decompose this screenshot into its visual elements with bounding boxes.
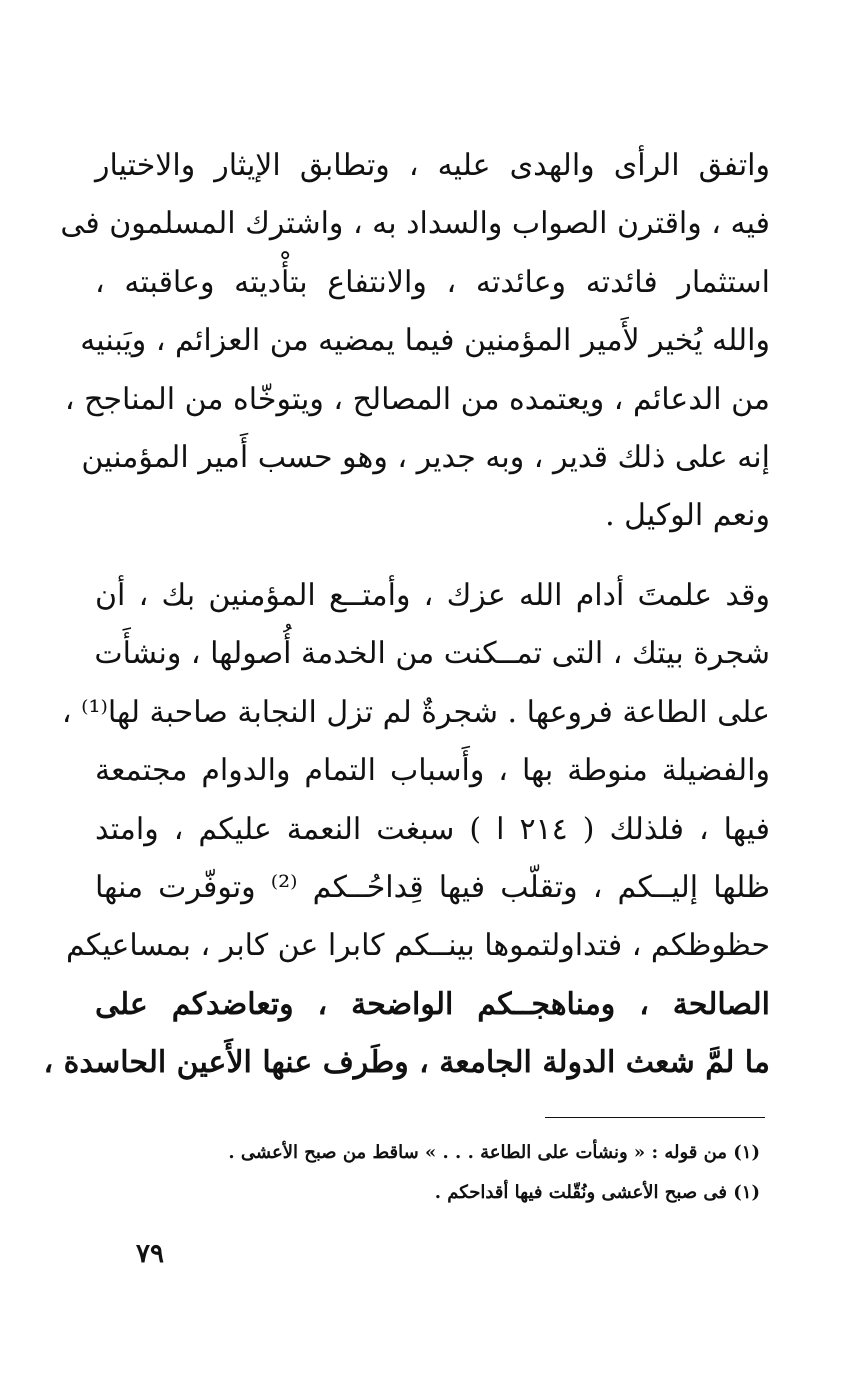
text-line: ونعم الوكيل . [605,498,770,534]
footnote-divider [545,1117,765,1118]
footnote-2: (١) فى صبح الأعشى ونُقّلت فيها أقداحكم . [434,1182,760,1203]
text-line: على الطاعة فروعها . شجرةٌ لم تزل النجابة صاحبة لها⁽¹⁾ ، [61,694,770,730]
text-line: الصالحة ، ومناهجــكم الواضحة ، وتعاضدكم على [95,986,770,1022]
text-line: شجرة بيتك ، التى تمــكنت من الخدمة أُصولها ، ونشأَت [94,636,770,672]
text-line: حظوظكم ، فتداولتموها بينــكم كابرا عن كابر ، بمساعيكم [65,928,770,964]
paragraph-2 [43,567,770,1093]
paragraph-1 [60,137,770,546]
text-line: فيها ، فلذلك ( ٢١٤ ا ) سبغت النعمة عليكم ، وامتد [95,811,770,847]
page-number: ٧٩ [136,1239,164,1269]
text-line: وقد علمتَ أدام الله عزك ، وأمتــع المؤمنين بك ، أن [95,578,770,613]
text-line: ظلها إليــكم ، وتقلّب فيها قِداحُــكم ⁽²⁾ وتوفّرت منها [95,869,770,905]
text-line: ما لمَّ شعث الدولة الجامعة ، وطَرف عنها الأَعين الحاسدة ، [43,1045,770,1081]
footnote-1: (١) من قوله : « ونشأت على الطاعة . . . » ساقط من صبح الأعشى . [228,1142,760,1163]
text-line: استثمار فائدته وعائدته ، والانتفاع بتأْديته وعاقبته ، [95,264,770,300]
text-line: من الدعائم ، ويعتمده من المصالح ، ويتوخّاه من المناجح ، [64,381,770,417]
text-line: والله يُخير لأَمير المؤمنين فيما يمضيه من العزائم ، ويَبنيه [80,323,770,359]
text-line: إنه على ذلك قدير ، وبه جدير ، وهو حسب أَمير المؤمنين [81,439,770,475]
footnotes [120,1133,760,1213]
text-line: والفضيلة منوطة بها ، وأَسباب التمام والدوام مجتمعة [95,753,770,789]
text-line: فيه ، واقترن الصواب والسداد به ، واشترك المسلمون فى [60,206,770,242]
text-line: واتفق الرأى والهدى عليه ، وتطابق الإيثار والاختيار [95,148,770,183]
